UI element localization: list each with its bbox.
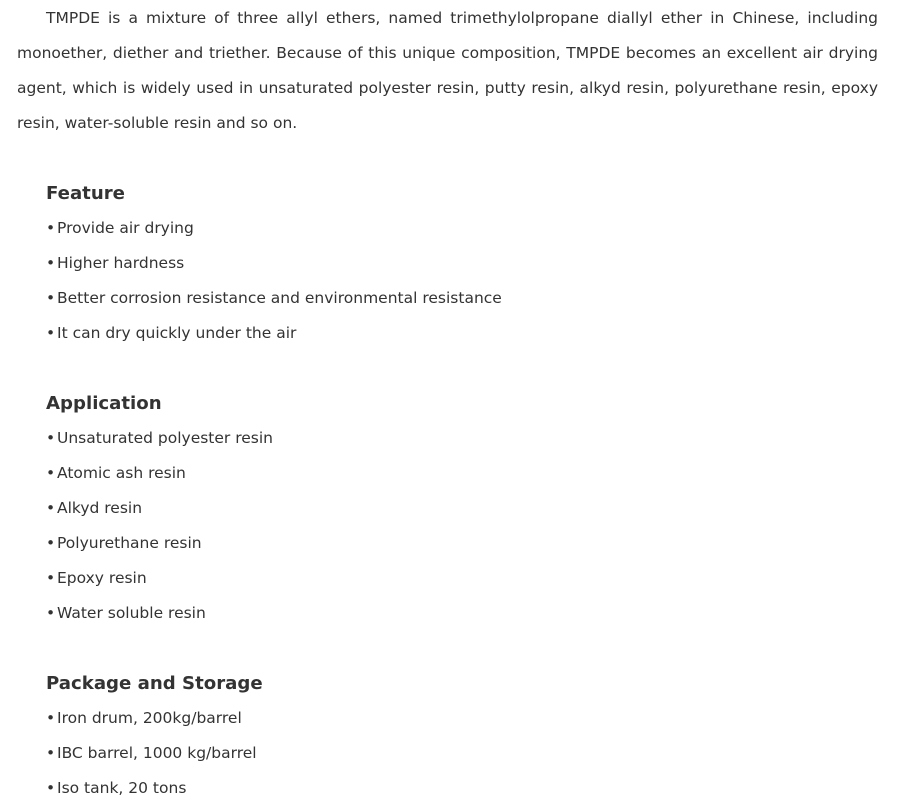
list-item — [46, 316, 866, 351]
list-item — [46, 211, 866, 246]
list-item — [46, 246, 866, 281]
bullet-icon: • — [46, 604, 56, 622]
bullet-icon: • — [46, 744, 56, 762]
application-heading: Application — [46, 393, 162, 414]
bullet-icon: • — [46, 709, 56, 727]
list-item — [46, 701, 866, 736]
list-item — [46, 491, 866, 526]
feature-section — [46, 176, 866, 351]
bullet-icon: • — [46, 219, 56, 237]
list-item — [46, 736, 866, 771]
list-item-text: Epoxy resin — [57, 569, 147, 587]
feature-heading: Feature — [46, 183, 125, 204]
list-item — [46, 281, 866, 316]
list-item-text: It can dry quickly under the air — [57, 324, 297, 342]
list-item-text: Alkyd resin — [57, 499, 143, 517]
package-heading: Package and Storage — [46, 673, 263, 694]
list-item-text: Iso tank, 20 tons — [57, 779, 187, 797]
bullet-icon: • — [46, 289, 56, 307]
bullet-icon: • — [46, 534, 56, 552]
list-item — [46, 561, 866, 596]
list-item-text: Better corrosion resistance and environmental resistance — [57, 289, 502, 307]
bullet-icon: • — [46, 324, 56, 342]
list-item-text: IBC barrel, 1000 kg/barrel — [57, 744, 257, 762]
list-item-text: Unsaturated polyester resin — [57, 429, 273, 447]
list-item — [46, 771, 866, 806]
package-section — [46, 666, 866, 806]
bullet-icon: • — [46, 254, 56, 272]
list-item-text: Provide air drying — [57, 219, 194, 237]
list-item-text: Higher hardness — [57, 254, 185, 272]
list-item — [46, 526, 866, 561]
list-item-text: Polyurethane resin — [57, 534, 202, 552]
list-item-text: Water soluble resin — [57, 604, 206, 622]
list-item — [46, 421, 866, 456]
application-section — [46, 386, 866, 631]
intro-paragraph: TMPDE is a mixture of three allyl ethers, named trimethylolpropane diallyl ether in Chinese, including monoether, diether and triether. Because of this unique composition, TMPDE becomes an excellent air drying agent, which is widely used in unsaturated polyester resin, putty resin, alkyd resin, polyurethane resin, epoxy resin, water-soluble resin and so on. — [17, 9, 878, 132]
list-item — [46, 596, 866, 631]
list-item-text: Iron drum, 200kg/barrel — [57, 709, 242, 727]
bullet-icon: • — [46, 779, 56, 797]
list-item-text: Atomic ash resin — [57, 464, 186, 482]
bullet-icon: • — [46, 429, 56, 447]
bullet-icon: • — [46, 569, 56, 587]
bullet-icon: • — [46, 499, 56, 517]
bullet-icon: • — [46, 464, 56, 482]
list-item — [46, 456, 866, 491]
